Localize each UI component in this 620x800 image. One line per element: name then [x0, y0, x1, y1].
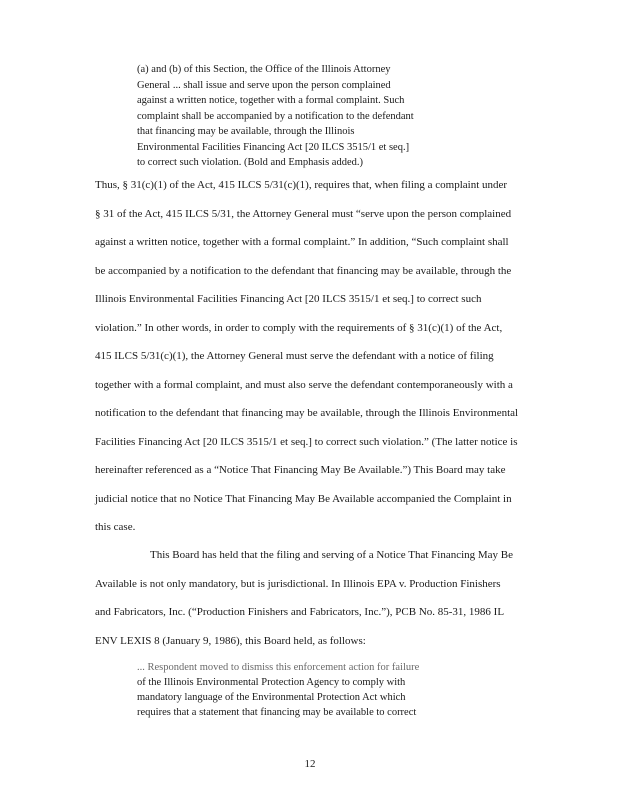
paragraph-requirements — [95, 171, 519, 542]
text-line: § 31 of the Act, 415 ILCS 5/31, the Attorney General must “serve upon the person complained — [95, 207, 512, 220]
quote-line: General ... shall issue and serve upon the person complained — [137, 79, 391, 91]
quote-line: that financing may be available, through the Illinois — [137, 126, 355, 137]
paragraph-jurisdictional — [95, 541, 514, 655]
text-line: this case. — [95, 521, 136, 533]
text-line: notification to the defendant that financing may be available, through the Illinois Environmental — [95, 407, 519, 419]
text-line: Facilities Financing Act [20 ILCS 3515/1 et seq.] to correct such violation.” (The latter notice is — [95, 435, 518, 448]
quote-line: mandatory language of the Environmental Protection Act which — [137, 692, 406, 703]
quote-line: against a written notice, together with a formal complaint. Such — [137, 95, 405, 106]
text-line: This Board has held that the filing and serving of a Notice That Financing May Be — [150, 549, 514, 561]
text-line: Available is not only mandatory, but is jurisdictional. In Illinois EPA v. Production Finishers — [95, 577, 501, 590]
text-line: Illinois Environmental Facilities Financing Act [20 ILCS 3515/1 et seq.] to correct such — [95, 293, 482, 305]
text-line: be accompanied by a notification to the defendant that financing may be available, through the — [95, 264, 512, 277]
quote-line: requires that a statement that financing may be available to correct — [137, 707, 417, 718]
quote-line: complaint shall be accompanied by a notification to the defendant — [137, 110, 414, 122]
text-line: and Fabricators, Inc. (“Production Finishers and Fabricators, Inc.”), PCB No. 85-31, 1986 IL — [95, 606, 505, 618]
text-line: violation.” In other words, in order to comply with the requirements of § 31(c)(1) of the Act, — [95, 321, 503, 334]
page-number: 12 — [304, 758, 316, 770]
block-quote-holding — [137, 660, 477, 720]
text-line: Thus, § 31(c)(1) of the Act, 415 ILCS 5/31(c)(1), requires that, when filing a complaint under — [95, 179, 508, 191]
quote-line: ... Respondent moved to dismiss this enforcement action for failure — [137, 662, 420, 673]
quote-line: (a) and (b) of this Section, the Office of the Illinois Attorney — [137, 64, 391, 75]
quote-line: Environmental Facilities Financing Act [20 ILCS 3515/1 et seq.] — [137, 141, 410, 153]
text-line: together with a formal complaint, and must also serve the defendant contemporaneously with a — [95, 378, 513, 391]
text-line: against a written notice, together with a formal complaint.” In addition, “Such complaint shall — [95, 236, 509, 248]
text-line: judicial notice that no Notice That Financing May Be Available accompanied the Complaint in — [95, 492, 512, 505]
block-quote-statute — [137, 62, 477, 171]
quote-line: of the Illinois Environmental Protection Agency to comply with — [137, 677, 406, 688]
text-line: hereinafter referenced as a “Notice That Financing May Be Available.”) This Board may take — [95, 464, 506, 476]
text-line: 415 ILCS 5/31(c)(1), the Attorney General must serve the defendant with a notice of filing — [95, 350, 494, 362]
text-line: ENV LEXIS 8 (January 9, 1986), this Board held, as follows: — [95, 634, 366, 647]
quote-line: to correct such violation. (Bold and Emphasis added.) — [137, 157, 363, 168]
